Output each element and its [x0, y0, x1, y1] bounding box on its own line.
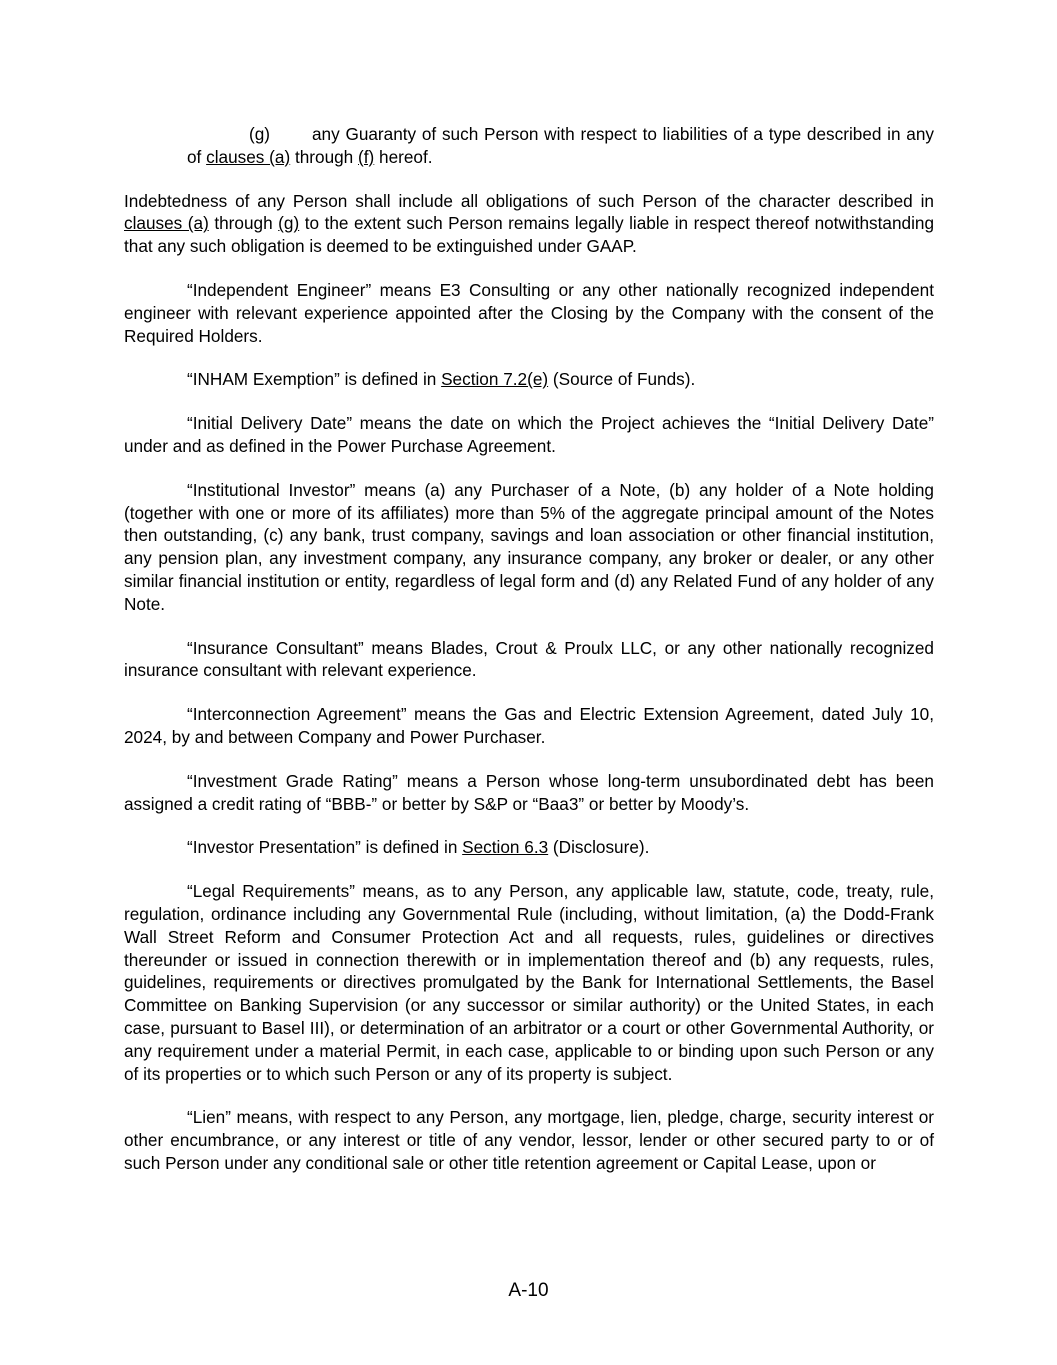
defined-term: “Investor Presentation” — [187, 837, 361, 858]
definition-independent-engineer: “Independent Engineer” means E3 Consulting or any other nationally recognized independent engineer with relevant experience appointed after the Closing by the Company with the consent of the Required Holders. — [124, 279, 934, 346]
definition-legal-requirements: “Legal Requirements” means, as to any Person, any applicable law, statute, code, treaty, rule, regulation, ordinance including any Governmental Rule (including, without limitation, (a) the Dodd-Frank Wall Street Reform and Consumer Protection Act and all requests, rules, guidelines or directives thereunder or issued in connection therewith or in implementation thereof and (b) any requests, rules, guidelines, requirements or directives promulgated by the Bank for International Settlements, the Basel Committee on Banking Supervision (or any successor or similar authority) or the United States, in each case, pursuant to Basel III), or determination of an arbitrator or a court or other Governmental Authority, or any requirement under a material Permit, in each case, applicable to or binding upon such Person or any of its properties or to which such Person or any of its property is subject. — [124, 881, 934, 1084]
clause-g: (g) any Guaranty of such Person with respect to liabilities of a type described in any of clauses (a) through (f) hereof. — [187, 124, 934, 167]
definition-inham-exemption: “INHAM Exemption” is defined in Section 7.2(e) (Source of Funds). — [187, 369, 696, 390]
clause-reference: (f) — [358, 146, 375, 167]
defined-term: “Investment Grade Rating” — [187, 770, 398, 791]
clause-label: (g) — [249, 124, 271, 144]
section-reference: Section 7.2(e) — [441, 369, 549, 390]
section-reference: Section 6.3 — [462, 837, 549, 858]
indebtedness-paragraph: Indebtedness of any Person shall include all obligations of such Person of the character described in clauses (a) through (g) to the extent such Person remains legally liable in respect thereof notwithstanding that any such obligation is deemed to be extinguished under GAAP. — [124, 190, 935, 257]
clause-reference: (g) — [278, 213, 300, 234]
defined-term: “Lien” — [187, 1107, 231, 1128]
defined-term: “Interconnection Agreement” — [187, 704, 407, 725]
clause-reference: clauses (a) — [206, 146, 291, 167]
definition-initial-delivery-date: “Initial Delivery Date” means the date on which the Project achieves the “Initial Delivery Date” under and as defined in the Power Purchase Agreement. — [124, 413, 934, 456]
definition-interconnection-agreement: “Interconnection Agreement” means the Gas and Electric Extension Agreement, dated July 10, 2024, by and between Company and Power Purchaser. — [124, 704, 934, 747]
definition-lien: “Lien” means, with respect to any Person, any mortgage, lien, pledge, charge, security interest or other encumbrance, or any interest or title of any vendor, lessor, lender or other secured party to or of such Person under any conditional sale or other title retention agreement or Capital Lease, upon or — [124, 1107, 934, 1173]
defined-term: “Insurance Consultant” — [187, 637, 364, 658]
defined-term: “INHAM Exemption” — [187, 369, 340, 390]
document-page — [124, 123, 934, 1196]
defined-term: “Institutional Investor” — [187, 479, 356, 500]
defined-term: “Independent Engineer” — [187, 279, 372, 300]
definition-insurance-consultant: “Insurance Consultant” means Blades, Crout & Proulx LLC, or any other nationally recognized insurance consultant with relevant experience. — [124, 637, 934, 681]
definition-investor-presentation: “Investor Presentation” is defined in Section 6.3 (Disclosure). — [187, 837, 650, 858]
page-number: A-10 — [508, 1280, 549, 1301]
defined-term: “Legal Requirements” — [187, 881, 356, 902]
defined-term: “Initial Delivery Date” — [187, 413, 353, 434]
clause-reference: clauses (a) — [124, 213, 209, 234]
definition-investment-grade-rating: “Investment Grade Rating” means a Person whose long-term unsubordinated debt has been assigned a credit rating of “BBB-” or better by S&P or “Baa3” or better by Moody’s. — [124, 770, 934, 814]
definition-institutional-investor: “Institutional Investor” means (a) any Purchaser of a Note, (b) any holder of a Note holding (together with one or more of its affiliates) more than 5% of the aggregate principal amount of the Notes then outstanding, (c) any bank, trust company, savings and loan association or other financial institution, any pension plan, any investment company, any insurance company, any broker or dealer, or any other similar financial institution or entity, regardless of legal form and (d) any Related Fund of any holder of any Note. — [124, 479, 934, 614]
